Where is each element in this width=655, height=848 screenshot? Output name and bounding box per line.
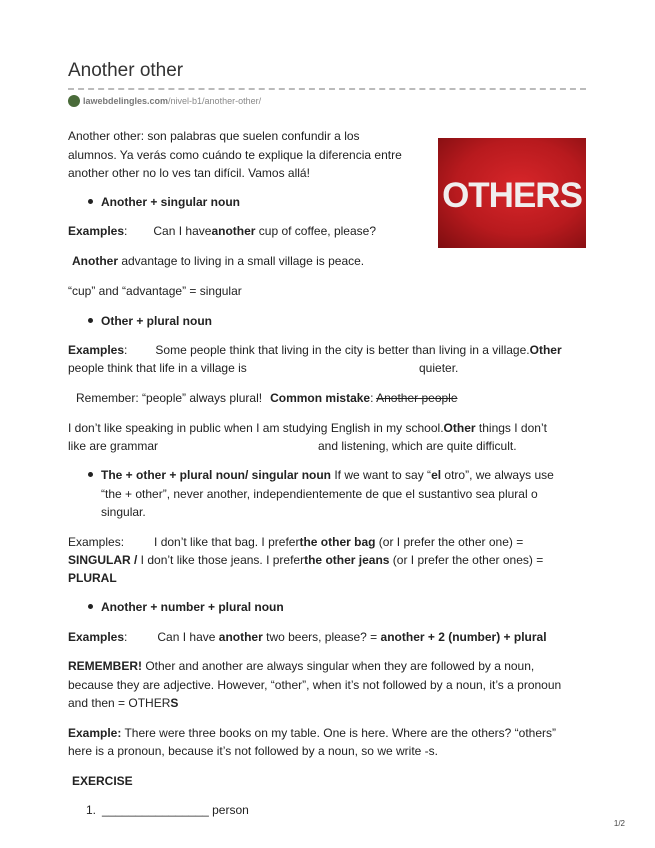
s3-example-1 bbox=[68, 533, 523, 552]
site-logo-icon bbox=[68, 95, 80, 107]
remember-line-3 bbox=[68, 694, 178, 713]
s3-h-rest-b: otro”, we always use bbox=[441, 468, 554, 482]
dashed-divider bbox=[68, 88, 586, 90]
s3-ex2b: I don’t like those jeans. I prefer bbox=[137, 553, 305, 567]
example-label: Example: bbox=[68, 726, 122, 740]
s1-ex2-post: advantage to living in a small village is peace. bbox=[118, 254, 365, 268]
s1-ex-bold: another bbox=[211, 224, 256, 238]
remember-line-1 bbox=[68, 657, 534, 676]
mistake-text: Another people bbox=[376, 391, 458, 405]
s3-ex2a: SINGULAR / bbox=[68, 553, 138, 567]
exercise-item-number: 1. bbox=[86, 803, 97, 817]
examples-label: Examples bbox=[68, 630, 125, 644]
page-number: 1/2 bbox=[613, 819, 625, 828]
source-path: /nivel-b1/another-other/ bbox=[168, 96, 262, 106]
remember-l3b: S bbox=[170, 696, 179, 710]
remember-text: Remember: “people” always plural! bbox=[76, 391, 263, 405]
s3-h-rest-a: If we want to say “ bbox=[331, 468, 432, 482]
s1-ex-post: cup of coffee, please? bbox=[255, 224, 376, 238]
intro-line-1: Another other: son palabras que suelen confundir a los bbox=[68, 129, 360, 143]
exercise-item-text: ________________ person bbox=[102, 803, 249, 817]
example-l1: There were three books on my table. One is here. Where are the others? “others” bbox=[121, 726, 557, 740]
s3-example-3 bbox=[68, 569, 117, 588]
s2-para-1 bbox=[68, 419, 547, 438]
s4-ex-mid: two beers, please? = bbox=[262, 630, 381, 644]
bullet-the-other bbox=[88, 466, 554, 485]
s2-p-a: I don’t like speaking in public when I am studying English in my school. bbox=[68, 421, 444, 435]
s3-ex1b: the other bag bbox=[299, 535, 376, 549]
source-domain-link[interactable]: lawebdelingles.com bbox=[83, 96, 169, 106]
s4-example: Examples: Can I have another two beers, please? = another + 2 (number) + plural bbox=[68, 630, 547, 644]
s3-line3: singular. bbox=[101, 505, 146, 519]
remember-l3a: and then = OTHER bbox=[68, 696, 171, 710]
exercise-heading-text: EXERCISE bbox=[72, 774, 133, 788]
s3-ex3: PLURAL bbox=[68, 571, 117, 585]
bullet-another-number bbox=[88, 598, 284, 617]
s2-para-2a: like are grammar bbox=[68, 439, 159, 453]
mistake-label: Common mistake bbox=[270, 391, 371, 405]
section-heading: The + other + plural noun/ singular noun bbox=[101, 468, 332, 482]
s4-ex-pre: Can I have bbox=[157, 630, 219, 644]
examples-label: Examples bbox=[68, 224, 125, 238]
s2-line2a: people think that life in a village is bbox=[68, 361, 247, 375]
s3-h-bold: el bbox=[431, 468, 442, 482]
examples-label: Examples bbox=[68, 343, 125, 357]
examples-label: Examples: bbox=[68, 535, 125, 549]
s3-example-2 bbox=[68, 551, 543, 570]
section-heading: Another + singular noun bbox=[101, 195, 241, 209]
bullet-icon bbox=[88, 604, 93, 609]
others-image-text: OTHERS bbox=[442, 176, 582, 215]
bullet-icon bbox=[88, 199, 93, 204]
s2-example: Examples: Some people think that living in the city is better than living in a village.Other bbox=[68, 343, 562, 357]
exercise-item-1 bbox=[86, 801, 249, 820]
s1-ex-pre: Can I have bbox=[153, 224, 212, 238]
s2-p-b: things I don’t bbox=[475, 421, 547, 435]
s3-ex1c: (or I prefer the other one) = bbox=[375, 535, 524, 549]
section-heading: Other + plural noun bbox=[101, 314, 213, 328]
page-title: Another other bbox=[68, 60, 184, 81]
s2-ex-bold: Other bbox=[529, 343, 562, 357]
s3-ex1a: I don’t like that bag. I prefer bbox=[154, 535, 300, 549]
s2-ex-pre: Some people think that living in the city is better than living in a village. bbox=[155, 343, 530, 357]
s2-para-2b: and listening, which are quite difficult. bbox=[318, 439, 517, 453]
example-line-1 bbox=[68, 724, 556, 743]
source-line bbox=[68, 95, 261, 107]
others-image bbox=[438, 138, 586, 248]
remember-l1: Other and another are always singular when they are followed by a noun, bbox=[142, 659, 535, 673]
s2-remember: Remember: “people” always plural! Common mistake: Another people bbox=[76, 391, 458, 405]
s2-line2b: quieter. bbox=[419, 361, 459, 375]
bullet-another-singular bbox=[88, 193, 240, 212]
bullet-icon bbox=[88, 318, 93, 323]
s1-ex2-bold: Another bbox=[72, 254, 118, 268]
intro-line-3: another other no lo ves tan difícil. Vamos allá! bbox=[68, 166, 310, 180]
s1-example-2 bbox=[72, 252, 364, 271]
s3-line2: “the + other”, never another, independientemente de que el sustantivo sea plural o bbox=[101, 487, 538, 501]
example-line-2: here is a pronoun, because it’s not followed by a noun, so we write -s. bbox=[68, 744, 438, 758]
s3-ex2d: (or I prefer the other ones) = bbox=[389, 553, 544, 567]
bullet-other-plural bbox=[88, 312, 212, 331]
s4-ex-bold2: another + 2 (number) + plural bbox=[380, 630, 547, 644]
s1-example: Examples: Can I haveanother cup of coffee, please? bbox=[68, 224, 376, 238]
remember-label: REMEMBER! bbox=[68, 659, 142, 673]
s2-p-bold: Other bbox=[443, 421, 476, 435]
s1-note: “cup” and “advantage” = singular bbox=[68, 284, 242, 298]
remember-line-2: because they are adjective. However, “other”, when it’s not followed by a noun, it’s a pronoun bbox=[68, 678, 562, 692]
bullet-icon bbox=[88, 472, 93, 477]
exercise-heading bbox=[72, 772, 133, 791]
s4-ex-bold: another bbox=[218, 630, 263, 644]
intro-line-2: alumnos. Ya verás como cuándo te explique la diferencia entre bbox=[68, 148, 402, 162]
s3-ex2c: the other jeans bbox=[304, 553, 390, 567]
section-heading: Another + number + plural noun bbox=[101, 600, 284, 614]
